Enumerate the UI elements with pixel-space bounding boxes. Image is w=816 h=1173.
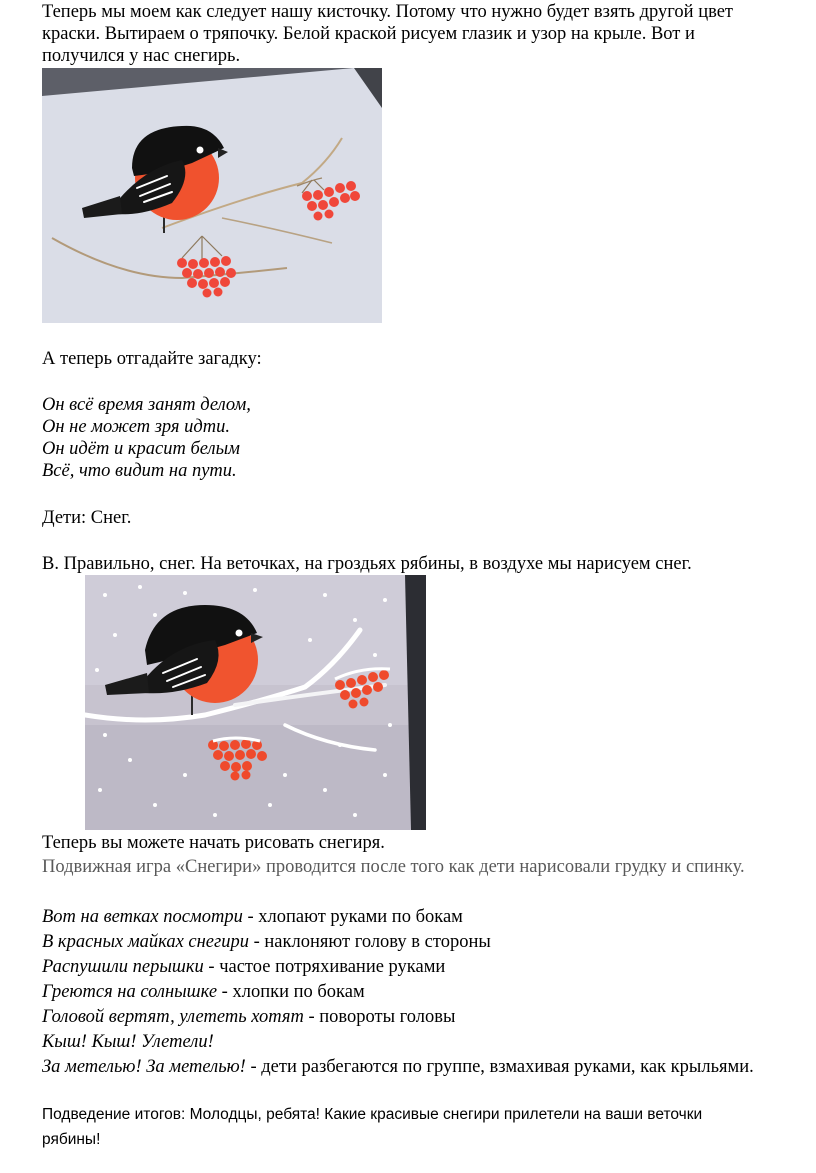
riddle-intro: А теперь отгадайте загадку: [42, 349, 262, 369]
game-line-4: Греются на солнышке - хлопки по бокам [42, 982, 365, 1002]
game-intro-line: Подвижная игра «Снегири» проводится после того как дети нарисовали грудку и спинку. [42, 857, 745, 877]
game-line-3: Распушили перышки - частое потряхивание руками [42, 957, 446, 977]
teacher-line: В. Правильно, снег. На веточках, на гроздьях рябины, в воздухе мы нарисуем снег. [42, 554, 692, 574]
bullfinch-painting-icon [42, 68, 382, 323]
game-line-7: За метелью! За метелью! - дети разбегаются по группе, взмахивая руками, как крыльями. [42, 1057, 754, 1077]
bullfinch-snow-photo [85, 575, 426, 830]
bullfinch-painting-photo [42, 68, 382, 323]
intro-line-1: Теперь мы моем как следует нашу кисточку. Потому что нужно будет взять другой цвет [42, 2, 734, 22]
riddle-line-3: Он идёт и красит белым [42, 439, 240, 459]
start-drawing-line: Теперь вы можете начать рисовать снегиря. [42, 833, 385, 853]
intro-line-2: краски. Вытираем о тряпочку. Белой краской рисуем глазик и узор на крыле. Вот и [42, 24, 695, 44]
summary-line-1: Подведение итогов: Молодцы, ребята! Какие красивые снегири прилетели на ваши веточки [42, 1106, 703, 1123]
riddle-line-1: Он всё время занят делом, [42, 395, 251, 415]
riddle-answer: Дети: Снег. [42, 508, 132, 528]
riddle-line-4: Всё, что видит на пути. [42, 461, 237, 481]
bullfinch-snow-painting-icon [85, 575, 426, 830]
game-line-2: В красных майках снегири - наклоняют голову в стороны [42, 932, 491, 952]
game-line-1: Вот на ветках посмотри - хлопают руками по бокам [42, 907, 463, 927]
intro-line-3: получился у нас снегирь. [42, 46, 241, 66]
riddle-line-2: Он не может зря идти. [42, 417, 230, 437]
game-line-5: Головой вертят, улететь хотят - повороты головы [42, 1007, 456, 1027]
game-line-6: Кыш! Кыш! Улетели! [42, 1032, 214, 1052]
summary-line-2: рябины! [42, 1131, 101, 1148]
